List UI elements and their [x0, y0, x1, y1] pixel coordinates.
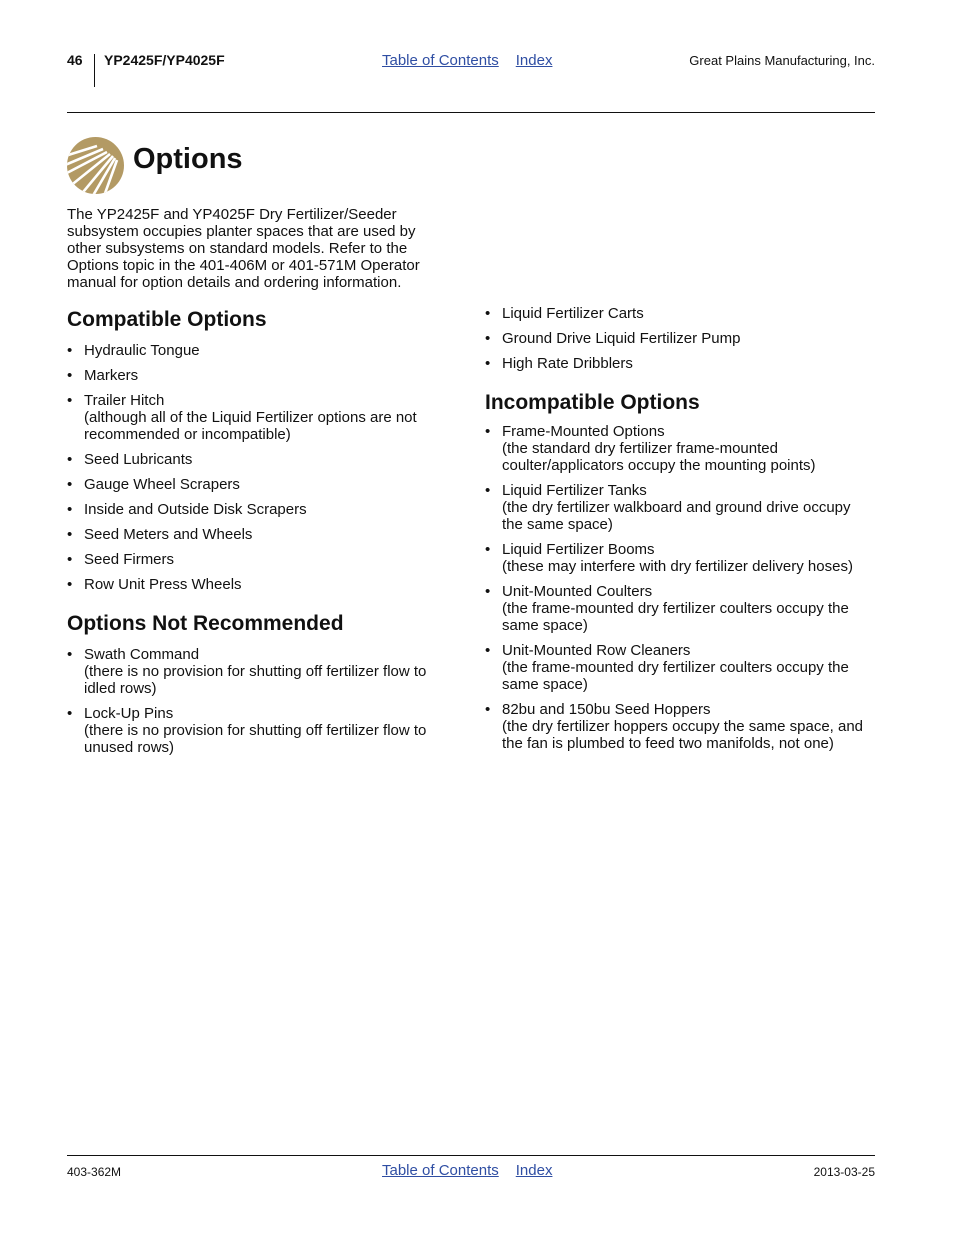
item-note: (the frame-mounted dry fertilizer coulters occupy the same space)	[502, 659, 849, 693]
index-link[interactable]: Index	[515, 52, 553, 69]
list-item: • Liquid Fertilizer Booms (these may interfere with dry fertilizer delivery hoses)	[485, 541, 875, 575]
options-not-recommended-heading: Options Not Recommended	[67, 612, 344, 635]
footer-nav	[382, 1162, 552, 1179]
compatible-options-list	[67, 342, 457, 593]
page-title: Options	[133, 143, 243, 175]
not-recommended-list-continued	[485, 305, 875, 372]
left-column	[67, 206, 457, 764]
publication-date: 2013-03-25	[813, 1165, 875, 1179]
list-item: • Row Unit Press Wheels	[67, 576, 457, 593]
model-name: YP2425F/YP4025F	[104, 52, 225, 68]
page-number: 46	[67, 52, 83, 68]
incompatible-options-list	[485, 423, 875, 752]
list-item: • Gauge Wheel Scrapers	[67, 476, 457, 493]
list-item: • Frame-Mounted Options (the standard dry fertilizer frame-mounted coulter/applicators occupy the mounting points)	[485, 423, 875, 474]
item-note: (these may interfere with dry fertilizer delivery hoses)	[502, 558, 853, 575]
item-note: (although all of the Liquid Fertilizer options are not recommended or incompatible)	[84, 409, 417, 443]
header-rule	[67, 112, 875, 113]
list-item: • Hydraulic Tongue	[67, 342, 457, 359]
footer-rule	[67, 1155, 875, 1156]
item-note: (there is no provision for shutting off fertilizer flow to idled rows)	[84, 663, 427, 697]
intro-paragraph: The YP2425F and YP4025F Dry Fertilizer/Seeder subsystem occupies planter spaces that are used by other subsystems on standard models. Refer to the Options topic in the 401-406M or 401-571M Operator manual for option details and ordering information.	[67, 206, 420, 291]
list-item: • Unit-Mounted Row Cleaners (the frame-mounted dry fertilizer coulters occupy the same space)	[485, 642, 875, 693]
list-item: • 82bu and 150bu Seed Hoppers (the dry fertilizer hoppers occupy the same space, and the fan is plumbed to feed two manifolds, not one)	[485, 701, 875, 752]
list-item: • Markers	[67, 367, 457, 384]
list-item: • Unit-Mounted Coulters (the frame-mounted dry fertilizer coulters occupy the same space)	[485, 583, 875, 634]
not-recommended-list	[67, 646, 457, 756]
list-item: • Swath Command (there is no provision for shutting off fertilizer flow to idled rows)	[67, 646, 457, 697]
list-item: • Ground Drive Liquid Fertilizer Pump	[485, 330, 875, 347]
company-name: Great Plains Manufacturing, Inc.	[689, 53, 875, 68]
document-number: 403-362M	[67, 1165, 122, 1179]
item-note: (the frame-mounted dry fertilizer coulters occupy the same space)	[502, 600, 849, 634]
item-note: (the standard dry fertilizer frame-mounted coulter/applicators occupy the mounting points)	[502, 440, 816, 474]
incompatible-options-heading: Incompatible Options	[485, 391, 700, 414]
right-column	[485, 305, 875, 760]
toc-link[interactable]: Table of Contents	[382, 1162, 499, 1179]
list-item: • Inside and Outside Disk Scrapers	[67, 501, 457, 518]
list-item: • Trailer Hitch (although all of the Liquid Fertilizer options are not recommended or incompatible)	[67, 392, 457, 443]
index-link[interactable]: Index	[515, 1162, 553, 1179]
toc-link[interactable]: Table of Contents	[382, 52, 499, 69]
list-item: • Seed Firmers	[67, 551, 457, 568]
header-divider	[94, 54, 95, 87]
item-note: (the dry fertilizer walkboard and ground drive occupy the same space)	[502, 499, 851, 533]
header-nav	[382, 52, 552, 69]
great-plains-logo-icon	[67, 137, 124, 194]
item-note: (the dry fertilizer hoppers occupy the same space, and the fan is plumbed to feed two manifolds, not one)	[502, 718, 864, 752]
list-item: • Liquid Fertilizer Tanks (the dry fertilizer walkboard and ground drive occupy the same space)	[485, 482, 875, 533]
list-item: • Liquid Fertilizer Carts	[485, 305, 875, 322]
list-item: • Seed Lubricants	[67, 451, 457, 468]
list-item: • Seed Meters and Wheels	[67, 526, 457, 543]
item-note: (there is no provision for shutting off fertilizer flow to unused rows)	[84, 722, 427, 756]
list-item: • Lock-Up Pins (there is no provision for shutting off fertilizer flow to unused rows)	[67, 705, 457, 756]
list-item: • High Rate Dribblers	[485, 355, 875, 372]
compatible-options-heading: Compatible Options	[67, 308, 267, 331]
